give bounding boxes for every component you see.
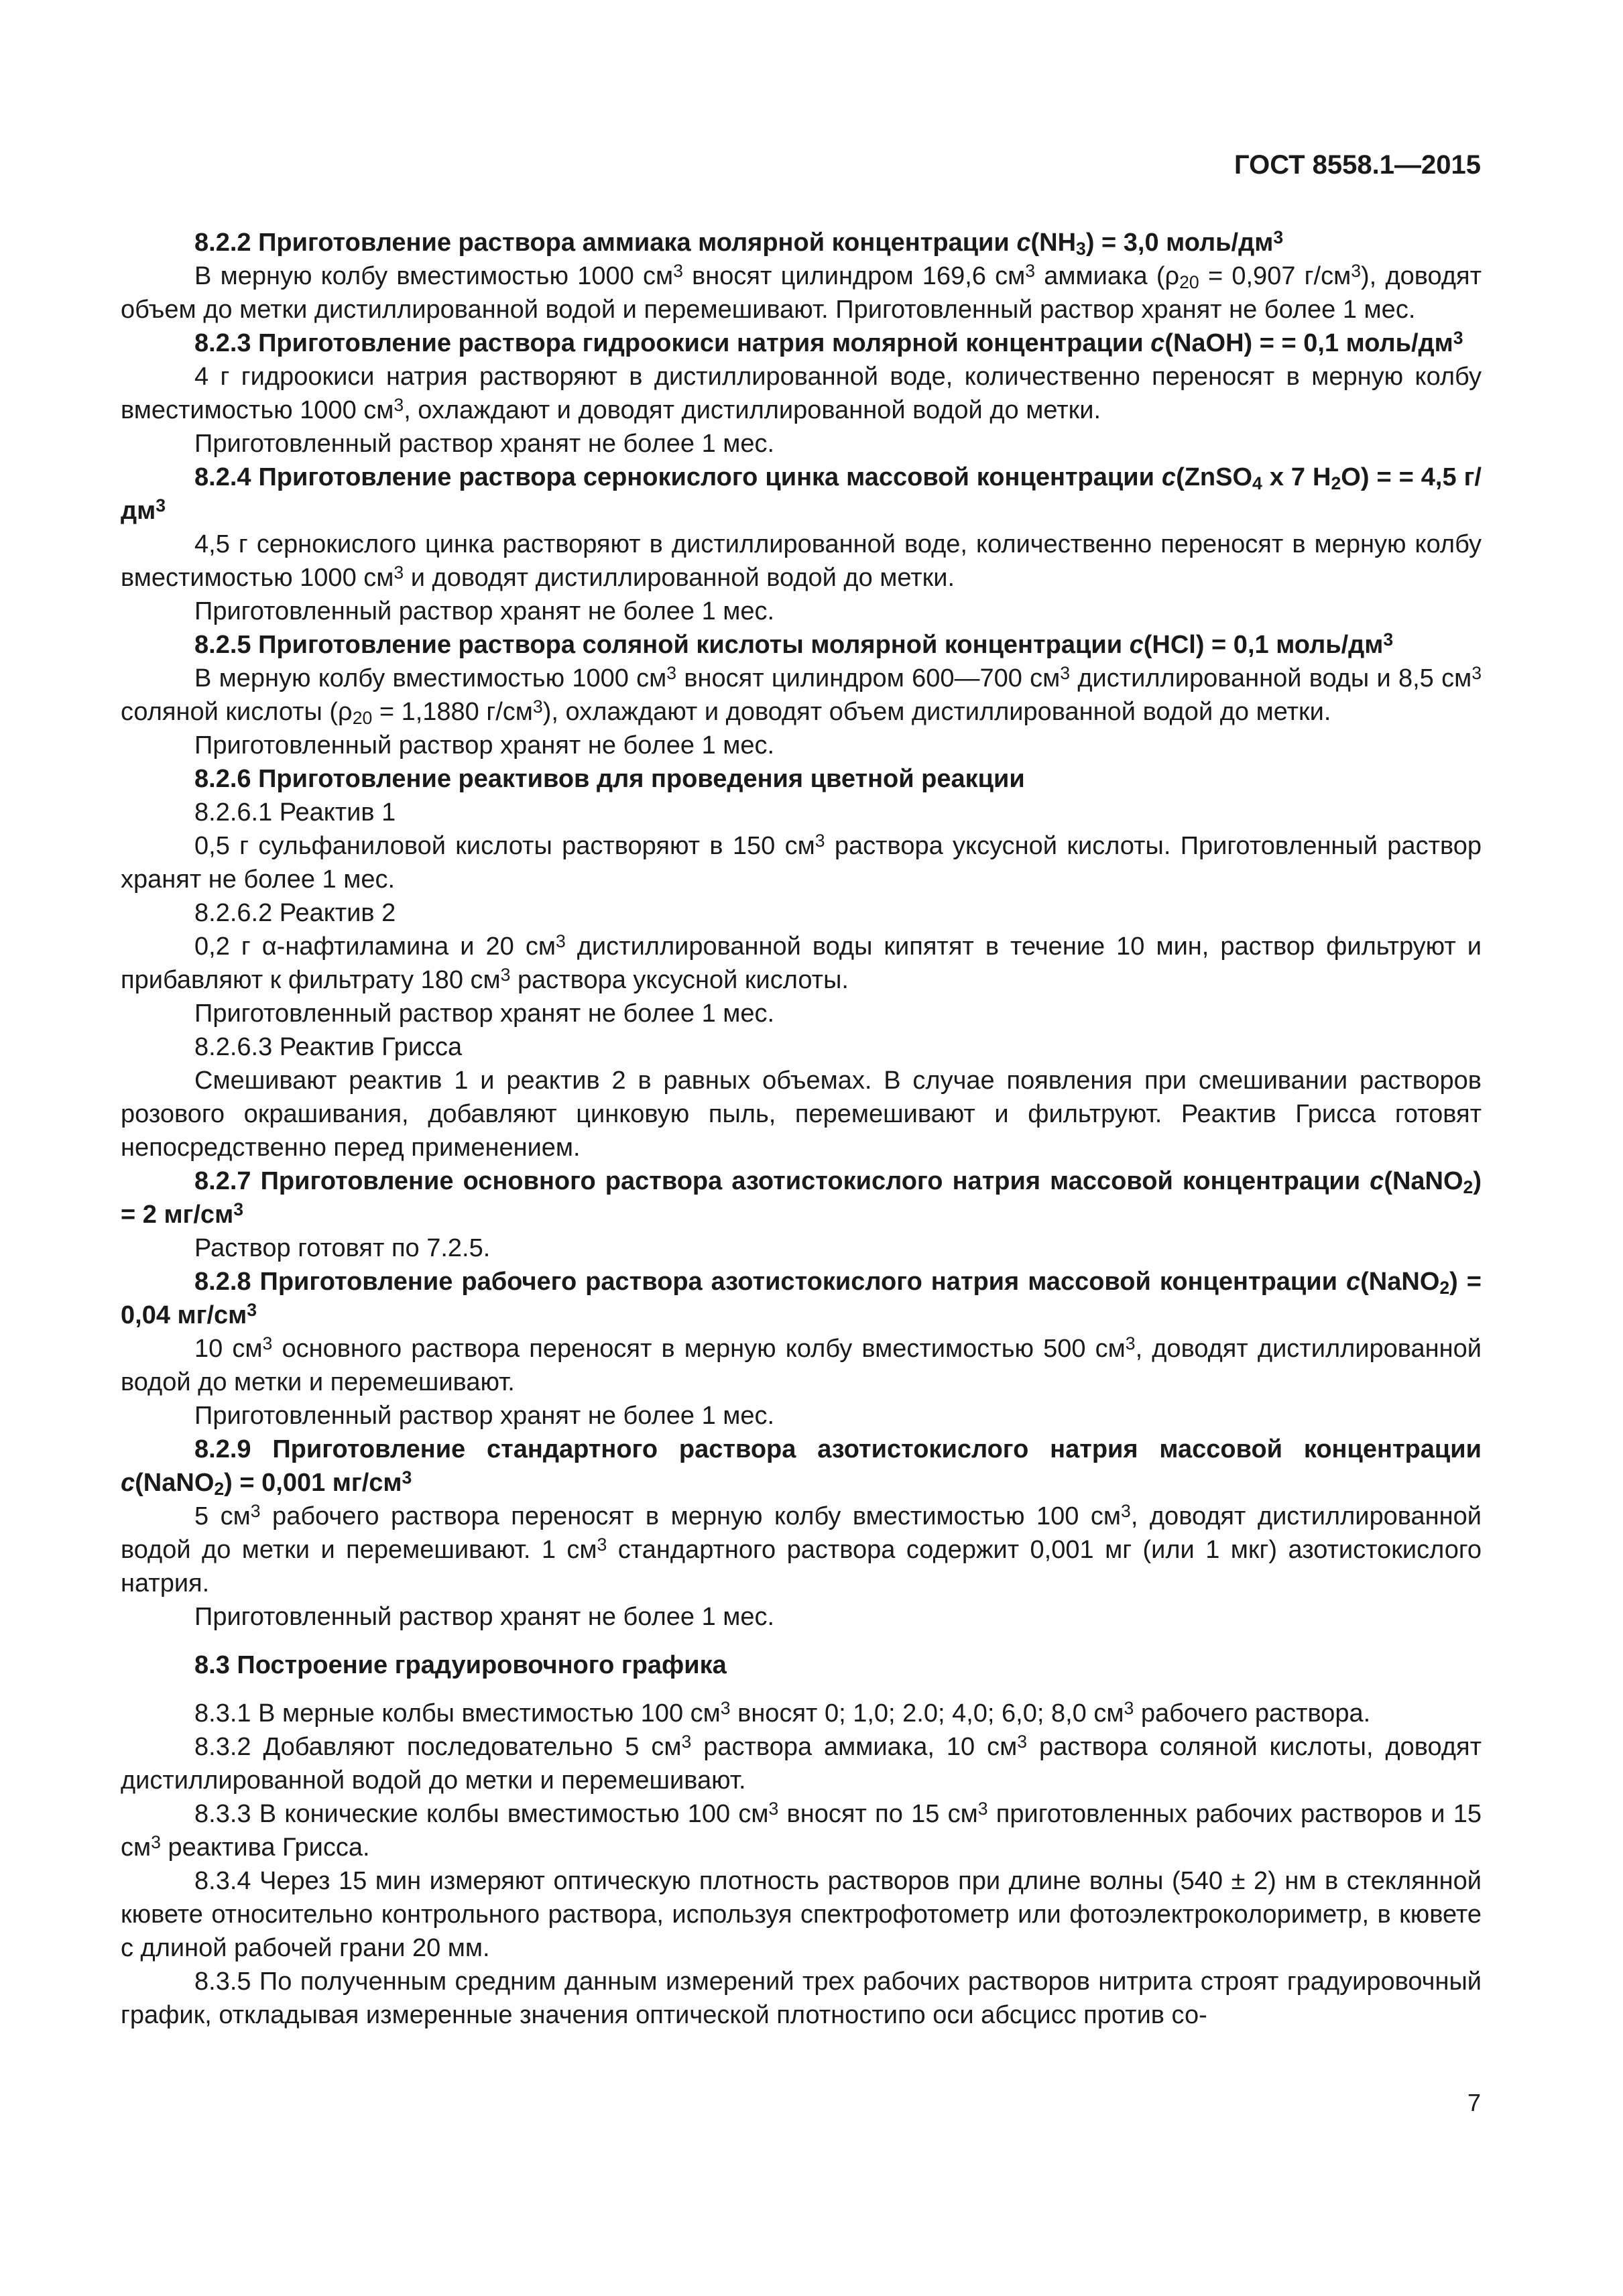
storage-note: Приготовленный раствор хранят не более 1 мес. — [194, 1000, 775, 1028]
paragraph-8-3-2: 8.3.2 Добавляют последовательно 5 $см^3$ раствора аммиака, 10 $см^3$ раствора соляной кислоты, доводят дистиллированной водой до метки и перемешивают. — [121, 1731, 1482, 1795]
subheading-8-2-6-2: 8.2.6.2 Реактив 2 — [194, 899, 396, 927]
paragraph-8-3-4: 8.3.4 Через 15 мин измеряют оптическую плотность растворов при длине волны (540 ± 2) нм в стеклянной кювете относительно контрольного раствора, используя спектрофотометр или фотоэлектроколориметр, в кювете с длиной рабочей грани 20 мм. — [121, 1867, 1482, 1962]
paragraph-8-2-2: В мерную колбу вместимостью 1000 $см^3$ вносят цилиндром 169,6 $см^3$ аммиака ($\rho_{20} = 0,907$ $г/см^3$), доводят объем до метки дистиллированной водой и перемешивают. Приготовленный раствор хранят не более 1 мес. — [121, 260, 1482, 324]
storage-note: Приготовленный раствор хранят не более 1 мес. — [194, 430, 775, 458]
page-number: 7 — [1467, 2089, 1481, 2116]
heading-8-2-7: 8.2.7 Приготовление основного раствора азотистокислого натрия массовой концентрации c(NaNO$_2$) = 2 $мг/см^3$ — [121, 1167, 1482, 1229]
paragraph-8-2-4: 4,5 г сернокислого цинка растворяют в дистиллированной воде, количественно переносят в мерную колбу вместимостью 1000 $см^3$ и доводят дистиллированной водой до метки. — [121, 530, 1482, 592]
storage-note: Приготовленный раствор хранят не более 1 мес. — [194, 597, 775, 625]
heading-8-2-6: 8.2.6 Приготовление реактивов для проведения цветной реакции — [194, 765, 1025, 793]
paragraph-8-2-6-2: 0,2 г α-нафтиламина и 20 $см^3$ дистиллированной воды кипятят в течение 10 мин, раствор фильтруют и прибавляют к фильтрату 180 $см^3$ раствора уксусной кислоты. — [121, 930, 1482, 994]
paragraph-8-2-9: 5 $см^3$ рабочего раствора переносят в мерную колбу вместимостью 100 $см^3$, доводят дистиллированной водой до метки и перемешивают. 1 $см^3$ стандартного раствора содержит 0,001 мг (или 1 мкг) азотистокислого натрия. — [121, 1500, 1482, 1597]
paragraph-8-3-5: 8.3.5 По полученным средним данным измерений трех рабочих растворов нитрита строят градуировочный график, откладывая измеренные значения оптической плотностипо оси абсцисс против со- — [121, 1968, 1482, 2029]
heading-8-3: 8.3 Построение градуировочного графика — [194, 1651, 727, 1679]
storage-note: Приготовленный раствор хранят не более 1 мес. — [194, 731, 775, 760]
paragraph-8-2-6-3: Смешивают реактив 1 и реактив 2 в равных объемах. В случае появления при смешивании растворов розового окрашивания, добавляют цинковую пыль, перемешивают и фильтруют. Реактив Грисса готовят непосредственно перед применением. — [121, 1067, 1482, 1162]
paragraph-8-3-1: 8.3.1 В мерные колбы вместимостью 100 $см^3$ вносят 0; 1,0; 2.0; 4,0; 6,0; 8,0 $см^3$ рабочего раствора. — [194, 1697, 1371, 1728]
standard-header: ГОСТ 8558.1—2015 — [1234, 150, 1481, 180]
heading-8-2-9: 8.2.9 Приготовление стандартного раствора азотистокислого натрия массовой концентрации c(NaNO$_2$) = 0,001 $мг/см^3$ — [121, 1435, 1482, 1499]
paragraph-8-2-5: В мерную колбу вместимостью 1000 $см^3$ вносят цилиндром 600—700 $см^3$ дистиллированной воды и 8,5 $см^3$ соляной кислоты ($\rho_{20} = 1,1880$ $г/см^3$), охлаждают и доводят объем дистиллированной водой до метки. — [121, 662, 1482, 728]
paragraph-8-2-7: Раствор готовят по 7.2.5. — [194, 1234, 491, 1262]
document-body — [121, 226, 1482, 2032]
paragraph-8-2-8: 10 $см^3$ основного раствора переносят в мерную колбу вместимостью 500 $см^3$, доводят дистиллированной водой до метки и перемешивают. — [121, 1333, 1482, 1396]
storage-note: Приготовленный раствор хранят не более 1 мес. — [194, 1603, 775, 1631]
subheading-8-2-6-1: 8.2.6.1 Реактив 1 — [194, 798, 396, 827]
heading-8-2-8: 8.2.8 Приготовление рабочего раствора азотистокислого натрия массовой концентрации c(NaNO$_2$) = 0,04 $мг/см^3$ — [121, 1268, 1482, 1329]
storage-note: Приготовленный раствор хранят не более 1 мес. — [194, 1402, 775, 1430]
heading-8-2-2: 8.2.2 Приготовление раствора аммиака молярной концентрации $c(NH_3) = 3,0$ моль/$дм^3$ — [194, 227, 1284, 259]
subheading-8-2-6-3: 8.2.6.3 Реактив Грисса — [194, 1033, 463, 1061]
heading-8-2-5: 8.2.5 Приготовление раствора соляной кислоты молярной концентрации c(HCl) = 0,1 моль/$дм^3$ — [194, 629, 1394, 659]
paragraph-8-3-3: 8.3.3 В конические колбы вместимостью 100 $см^3$ вносят по 15 $см^3$ приготовленных рабочих растворов и 15 $см^3$ реактива Грисса. — [121, 1798, 1482, 1862]
heading-8-2-4: 8.2.4 Приготовление раствора сернокислого цинка массовой концентрации c(ZnSO$_4$ x 7 $H_2O$) = = 4,5 $г/дм^3$ — [121, 463, 1482, 525]
paragraph-8-2-6-1: 0,5 г сульфаниловой кислоты растворяют в 150 $см^3$ раствора уксусной кислоты. Приготовленный раствор хранят не более 1 мес. — [121, 830, 1482, 894]
paragraph-8-2-3: 4 г гидроокиси натрия растворяют в дистиллированной воде, количественно переносят в мерную колбу вместимостью 1000 $см^3$, охлаждают и доводят дистиллированной водой до метки. — [121, 363, 1482, 424]
heading-8-2-3: 8.2.3 Приготовление раствора гидроокиси натрия молярной концентрации c(NaOH) = = 0,1 моль/$дм^3$ — [194, 327, 1463, 357]
